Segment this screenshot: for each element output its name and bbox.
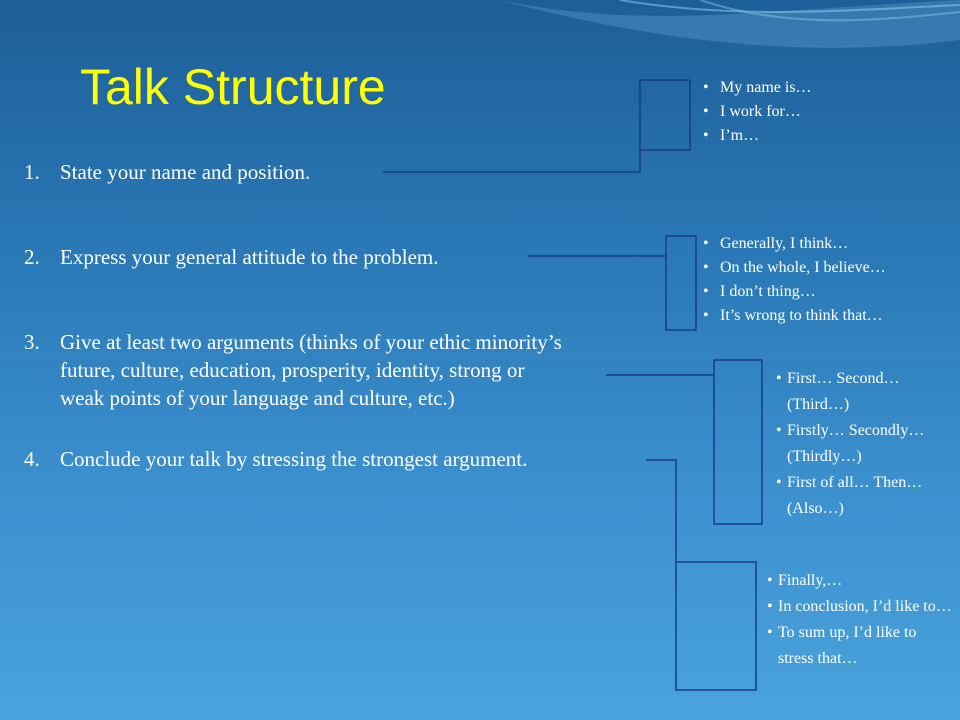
phrase-item: • To sum up, I’d like to stress that… bbox=[767, 620, 952, 672]
phrase-item: • First of all… Then… (Also…) bbox=[776, 470, 958, 522]
phrase-item: • Finally,… bbox=[767, 568, 952, 594]
step-3-line: future, culture, education, prosperity, identity, strong or bbox=[60, 358, 525, 382]
phrase-item: • It’s wrong to think that… bbox=[700, 304, 886, 328]
phrase-item: • Generally, I think… bbox=[700, 232, 886, 256]
phrase-item: • I work for… bbox=[700, 100, 812, 124]
step-3-line: Give at least two arguments (thinks of your ethic minority’s bbox=[60, 330, 562, 354]
phrase-item: • In conclusion, I’d like to… bbox=[767, 594, 952, 620]
connector-step-2 bbox=[528, 236, 696, 330]
phrase-item: • My name is… bbox=[700, 76, 812, 100]
connector-step-4 bbox=[646, 460, 756, 690]
phrase-item: • I’m… bbox=[700, 124, 812, 148]
slide-title: Talk Structure bbox=[80, 59, 386, 115]
step-4-text: Conclude your talk by stressing the strongest argument. bbox=[60, 447, 528, 471]
step-4-number: 4. bbox=[24, 447, 40, 471]
step-1-text: State your name and position. bbox=[60, 160, 311, 184]
phrase-item: • On the whole, I believe… bbox=[700, 256, 886, 280]
step-3-line: weak points of your language and culture, etc.) bbox=[60, 386, 455, 410]
connector-step-1 bbox=[383, 80, 690, 172]
step-2-number: 2. bbox=[24, 245, 40, 269]
step-3-number: 3. bbox=[24, 330, 40, 354]
phrase-item: • First… Second… (Third…) bbox=[776, 366, 958, 418]
step-1-number: 1. bbox=[24, 160, 40, 184]
phrase-item: • Firstly… Secondly… (Thirdly…) bbox=[776, 418, 958, 470]
step-2-text: Express your general attitude to the problem. bbox=[60, 245, 439, 269]
connector-step-3 bbox=[606, 360, 762, 524]
phrase-item: • I don’t thing… bbox=[700, 280, 886, 304]
